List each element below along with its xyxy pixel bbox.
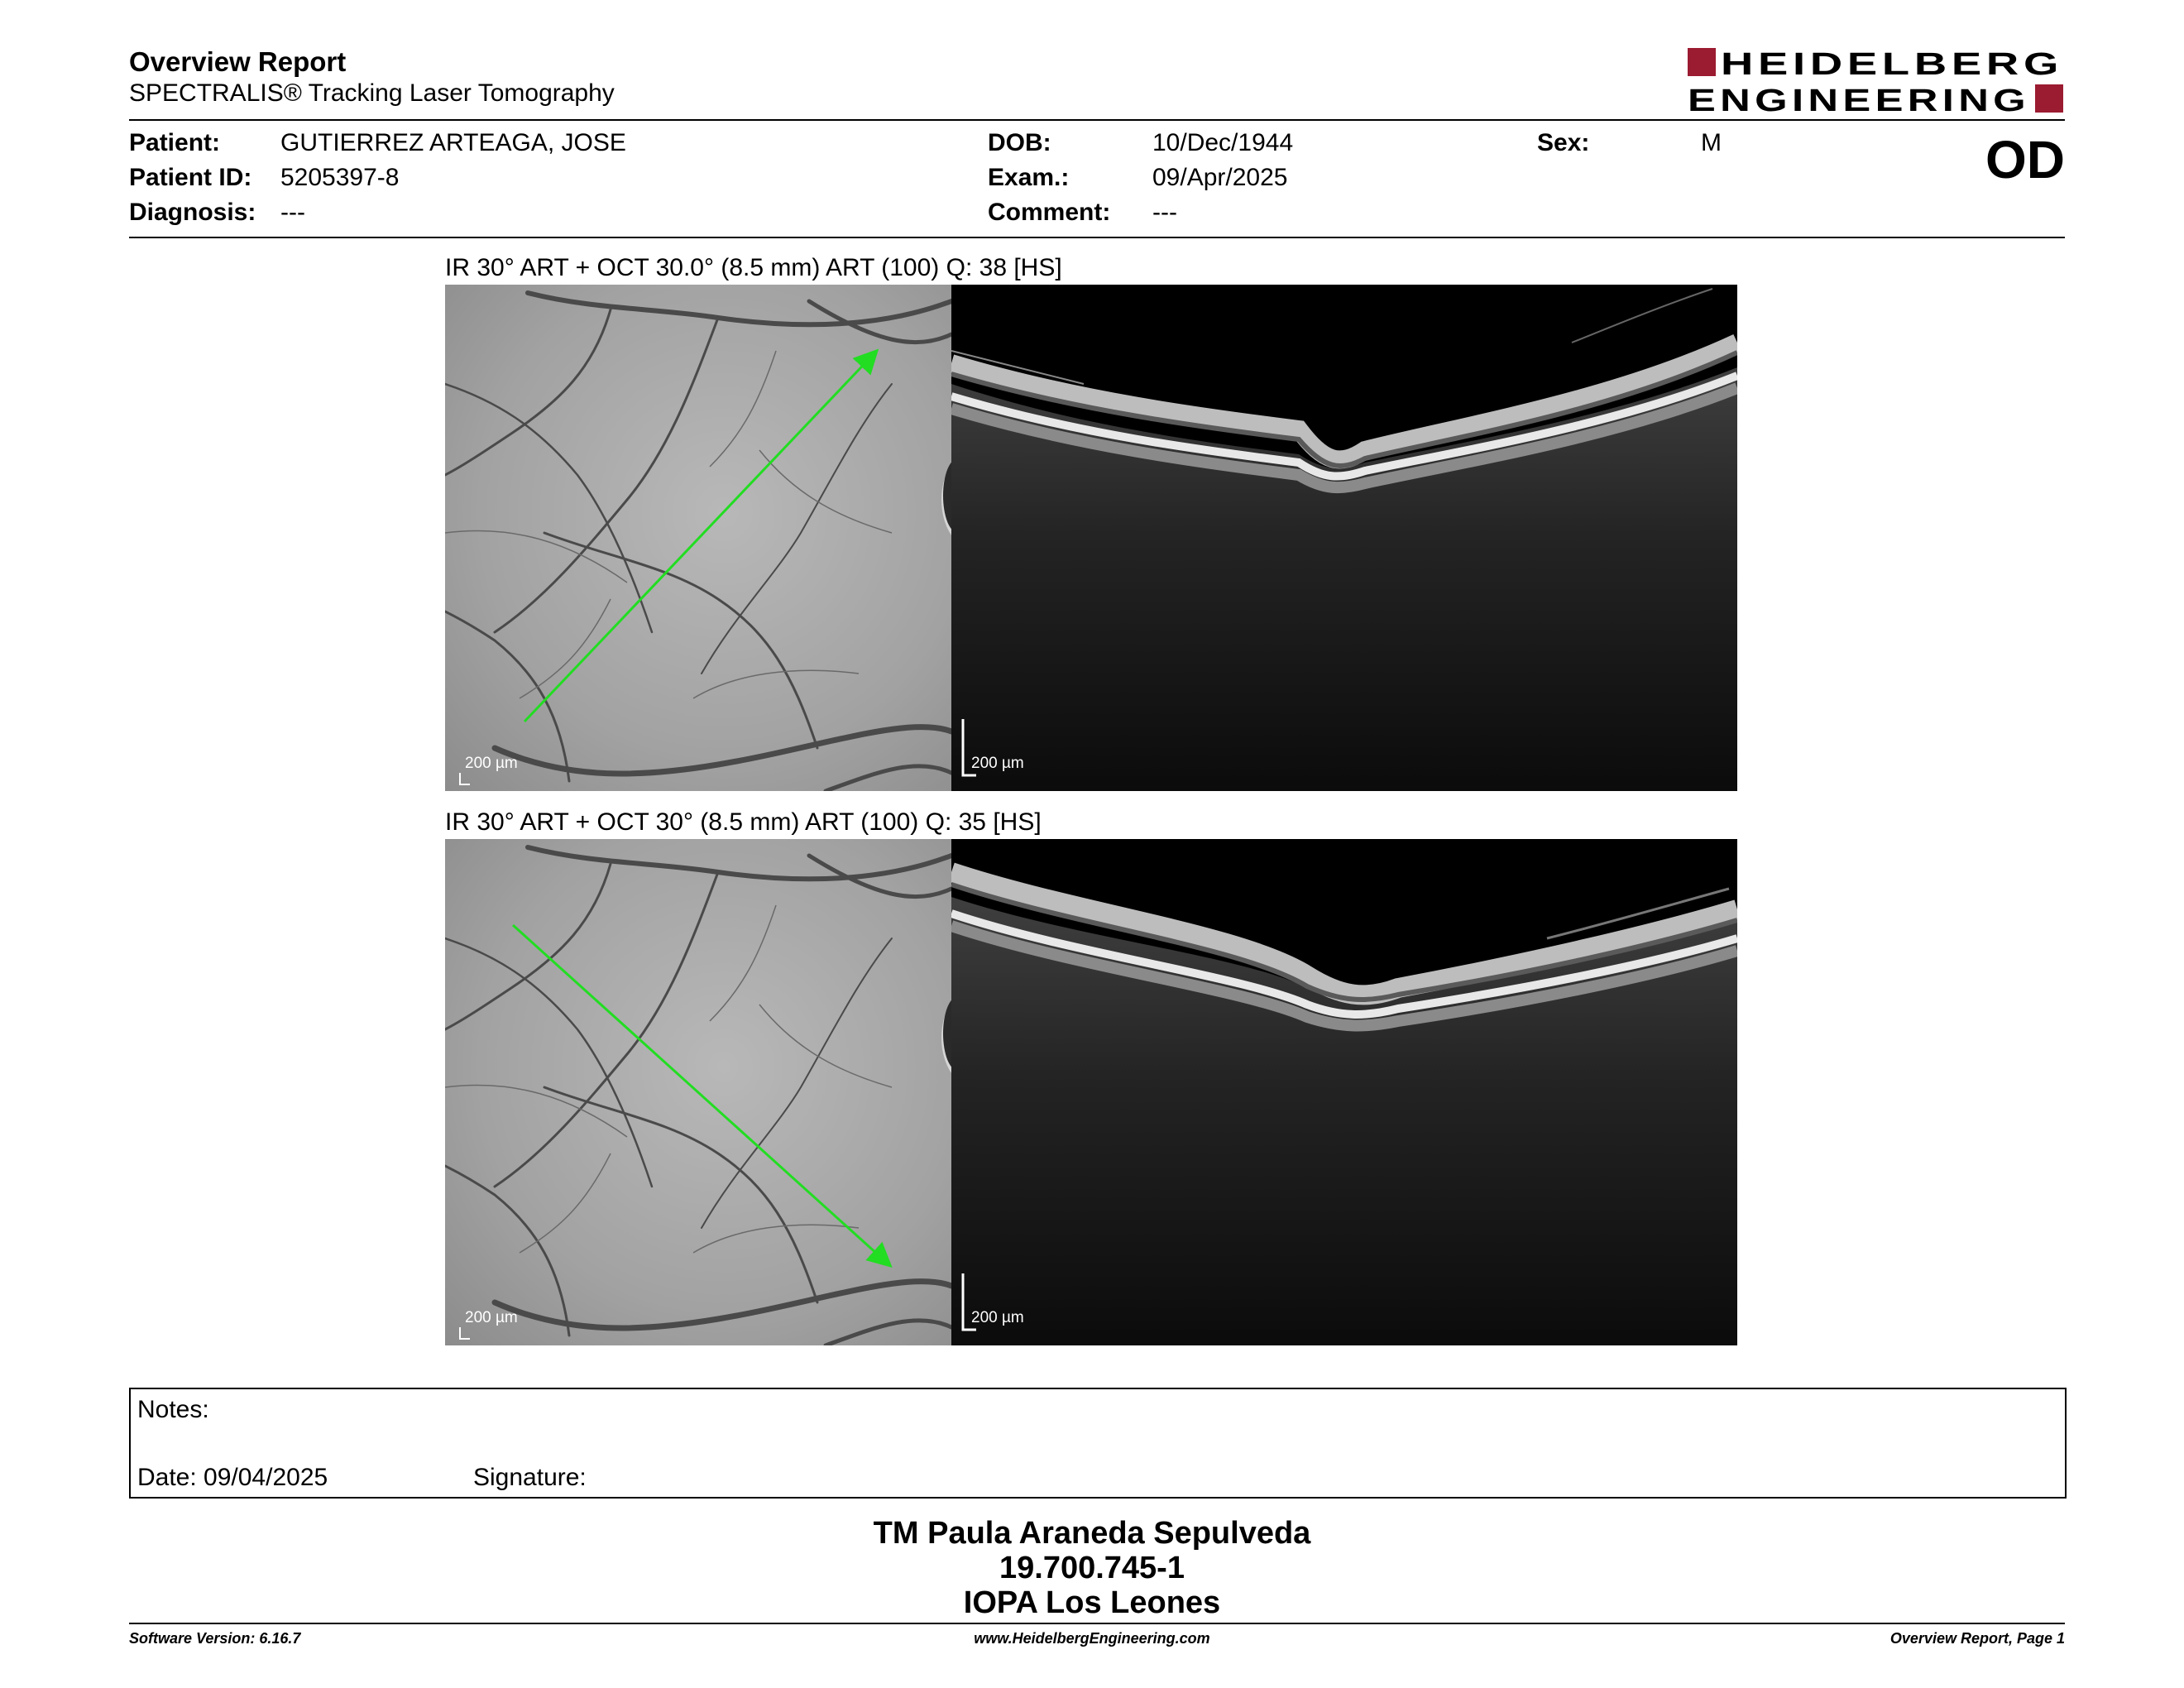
fundus-scale-label: 200 µm — [465, 1309, 518, 1326]
operator-name: TM Paula Araneda Sepulveda — [873, 1516, 1311, 1551]
header-divider — [129, 119, 2065, 121]
scan-caption: IR 30° ART + OCT 30.0° (8.5 mm) ART (100) Q: 38 [HS] — [445, 254, 1062, 281]
signature-label: Signature: — [473, 1464, 587, 1491]
comment-label: Comment: — [988, 199, 1111, 226]
heidelberg-logo — [1688, 46, 2065, 116]
operator-id: 19.700.745-1 — [999, 1551, 1185, 1585]
patient-label: Patient: — [129, 129, 221, 156]
comment-value: --- — [1152, 199, 1177, 226]
oct-scale-label: 200 µm — [971, 1309, 1024, 1326]
exam-label: Exam.: — [988, 164, 1070, 191]
sex-value: M — [1701, 129, 1722, 156]
eye-indicator: OD — [1985, 130, 2065, 189]
software-version: Software Version: 6.16.7 — [129, 1630, 301, 1647]
footer-divider — [129, 1623, 2065, 1624]
notes-label: Notes: — [137, 1396, 209, 1423]
notes-box — [129, 1388, 2067, 1499]
oct-bscan-image — [951, 839, 1737, 1345]
dob-value: 10/Dec/1944 — [1152, 129, 1294, 156]
fundus-image — [445, 839, 951, 1345]
dob-label: DOB: — [988, 129, 1051, 156]
institution-name: IOPA Los Leones — [963, 1585, 1221, 1620]
fundus-image — [445, 285, 951, 791]
svg-text:HEIDELBERG: HEIDELBERG — [1721, 47, 2063, 82]
svg-text:ENGINEERING: ENGINEERING — [1688, 84, 2030, 116]
scan-caption: IR 30° ART + OCT 30° (8.5 mm) ART (100) Q: 35 [HS] — [445, 808, 1042, 836]
report-subtitle: SPECTRALIS® Tracking Laser Tomography — [129, 79, 615, 107]
page-indicator: Overview Report, Page 1 — [1889, 1630, 2065, 1647]
diagnosis-value: --- — [280, 199, 305, 226]
patient-divider — [129, 237, 2065, 238]
patient-id-label: Patient ID: — [129, 164, 252, 191]
notes-date: Date: 09/04/2025 — [137, 1464, 328, 1491]
sex-label: Sex: — [1537, 129, 1590, 156]
oct-scale-label: 200 µm — [971, 755, 1024, 772]
patient-name: GUTIERREZ ARTEAGA, JOSE — [280, 129, 626, 156]
oct-bscan-image — [951, 285, 1737, 791]
website-link[interactable]: www.HeidelbergEngineering.com — [974, 1630, 1210, 1647]
exam-value: 09/Apr/2025 — [1152, 164, 1288, 191]
report-title: Overview Report — [129, 46, 347, 77]
patient-id: 5205397-8 — [280, 164, 400, 191]
diagnosis-label: Diagnosis: — [129, 199, 256, 226]
fundus-scale-label: 200 µm — [465, 755, 518, 772]
